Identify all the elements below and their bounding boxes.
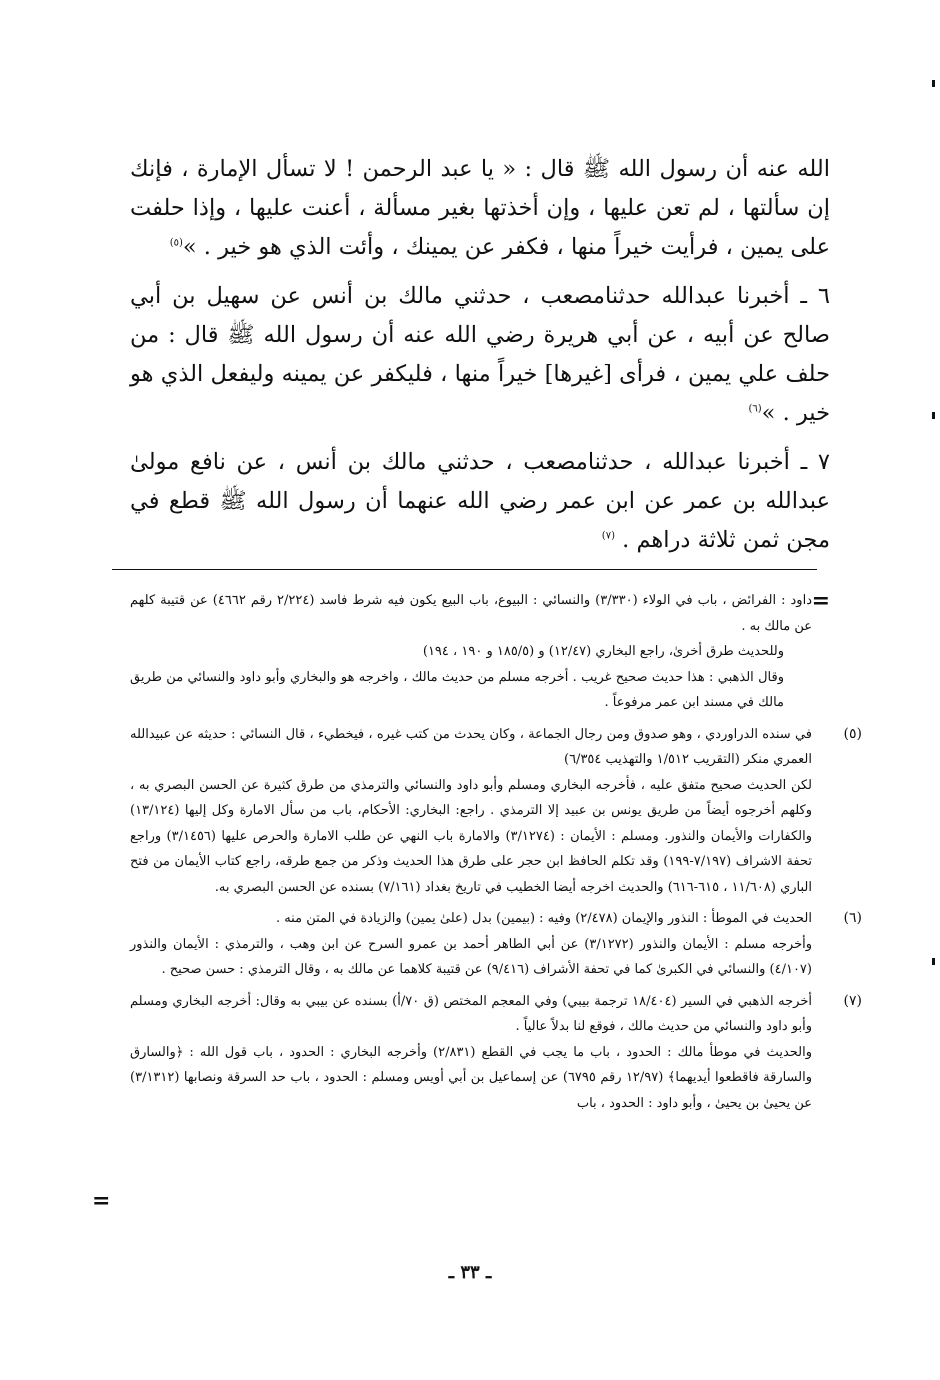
footnote-line: داود : الفرائض ، باب في الولاء (٣/٣٣٠) والنسائي : البيوع، باب البيع يكون فيه شرط فاسد (٢/٢٢٤ رقم ٤٦٦٢) عن قتيبة كلهم عن مالك به . <box>130 593 812 634</box>
footnote-ref-7: (٧) <box>601 530 615 542</box>
paragraph-text: ٦ ـ أخبرنا عبدالله حدثنامصعب ، حدثني مالك بن أنس عن سهيل بن أبي صالح عن أبيه ، عن أبي هريرة رضي الله عنه أن رسول الله ﷺ قال : من حلف علي يمين ، فرأى [غيرها] خيراً منها ، فليكفر عن يمينه وليفعل الذي هو خير . » <box>130 283 830 426</box>
footnote-line: وقال الذهبي : هذا حديث صحيح غريب . أخرجه مسلم من حديث مالك ، واخرجه هو والبخاري وأبو داود والنسائي من طريق مالك في مسند ابن عمر مرفوعاً . <box>130 669 784 710</box>
footnote-line: وللحديث طرق أخرىٰ، راجع البخاري (١٢/٤٧) و (١٨٥/٥ و ١٩٠ ، ١٩٤) <box>422 644 784 659</box>
footnote-5 <box>130 722 862 901</box>
footnote-line: الحديث في الموطأ : النذور والإيمان (٢/٤٧٨) وفيه : (بيمين) بدل (علىٰ يمين) والزيادة في المتن منه . <box>275 911 812 926</box>
footnote-line: في سنده الدراوردي ، وهو صدوق ومن رجال الجماعة ، وكان يحدث من كتب غيره ، فيخطيء ، قال النسائي : حديثه عن عبيدالله العمري منكر (التقريب ١/٥١٢ والتهذيب ٦/٣٥٤) <box>130 726 812 767</box>
footnotes <box>130 588 862 1116</box>
footnote-line: وأخرجه مسلم : الأيمان والنذور (٣/١٢٧٢) عن أبي الطاهر أحمد بن عمرو السرح عن ابن وهب ، والترمذي : الأيمان والنذور (٤/١٠٧) والنسائي في الكبرىٰ كما في تحفة الأشراف (٩/٤١٦) عن قتيبة كلاهما عن مالك به ، وقال الترمذي : حسن صحيح . <box>130 936 812 977</box>
scan-edge-mark <box>932 958 935 965</box>
footnote-number: (٦) <box>843 910 862 926</box>
paragraph-text: ٧ ـ أخبرنا عبدالله ، حدثنامصعب ، حدثني مالك بن أنس ، عن نافع مولىٰ عبدالله بن عمر عن ابن عمر رضي الله عنهما أن رسول الله ﷺ قطع في مجن ثمن ثلاثة دراهم . <box>130 449 830 553</box>
footnote-ref-5: (٥) <box>169 237 183 249</box>
footnote-line: أخرجه الذهبي في السير (١٨/٤٠٤ ترجمة بيبي) وفي المعجم المختص (ق ٧٠/أ) بسنده عن بيبي به وقال: أخرجه البخاري ومسلم وأبو داود والنسائي من حديث مالك ، فوقع لنا بدلاً عالياً . <box>130 993 812 1034</box>
footnote-6 <box>130 906 862 983</box>
scan-edge-mark <box>932 80 935 87</box>
footnote-separator <box>112 569 817 570</box>
main-text <box>130 150 830 560</box>
paragraph-text: الله عنه أن رسول الله ﷺ قال : « يا عبد الرحمن ! لا تسأل الإمارة ، فإنك إن سألتها ، لم تعن عليها ، وإن أخذتها بغير مسألة ، أعنت عليها ، وإذا حلفت على يمين ، فرأيت خيراً منها ، فكفر عن يمينك ، وأئت الذي هو خير . » <box>130 156 830 260</box>
scan-edge-mark <box>932 412 935 419</box>
paragraph-hadith-7 <box>130 443 830 560</box>
continuation-mark-start: = <box>811 588 830 614</box>
footnote-number: (٥) <box>843 725 862 742</box>
paragraph-hadith-6 <box>130 277 830 433</box>
page-number: ـ ٣٣ ـ <box>448 1262 492 1283</box>
paragraph-hadith-5 <box>130 150 830 267</box>
footnote-7 <box>130 989 862 1117</box>
footnote-number: (٧) <box>843 992 862 1009</box>
footnote-continued <box>130 588 812 716</box>
footnote-ref-6: (٦) <box>748 403 762 415</box>
footnote-line: والحديث في موطأ مالك : الحدود ، باب ما يجب في القطع (٢/٨٣١) وأخرجه البخاري : الحدود ، باب قول الله : ﴿والسارق والسارقة فاقطعوا أيديهما﴾ (١٢/٩٧ رقم ٦٧٩٥) عن إسماعيل بن أبي أويس ومسلم : الحدود ، باب حد السرقة ونصابها (٣/١٣١٢) عن يحيىٰ بن يحيىٰ ، وأبو داود : الحدود ، باب <box>130 1044 813 1111</box>
footnote-line: لكن الحديث صحيح متفق عليه ، فأخرجه البخاري ومسلم وأبو داود والنسائي والترمذي من طرق كثيرة عن الحسن البصري به ، وكلهم أخرجوه أيضاً من طريق يونس بن عبيد إلا الترمذي . راجع: البخاري: الأحكام، باب من سأل الامارة وكل إليها (١٣/١٢٤) والكفارات والأيمان والنذور. ومسلم : الأيمان : (٣/١٢٧٤) والامارة باب النهي عن طلب الامارة والحرص عليها (٣/١٤٥٦) وراجع تحفة الاشراف (٧/١٩٧-١٩٩) وقد تكلم الحافظ ابن حجر على طرق هذا الحديث وذكر من جمع طرقه، راجع كتاب الأيمان من فتح الباري (١١/٦٠٨ ، ٦١٥-٦١٦) والحديث اخرجه أيضا الخطيب في تاريخ بغداد (٧/١٦١) بسنده عن الحسن البصري به. <box>130 777 813 895</box>
continuation-mark-end: = <box>92 1188 111 1214</box>
